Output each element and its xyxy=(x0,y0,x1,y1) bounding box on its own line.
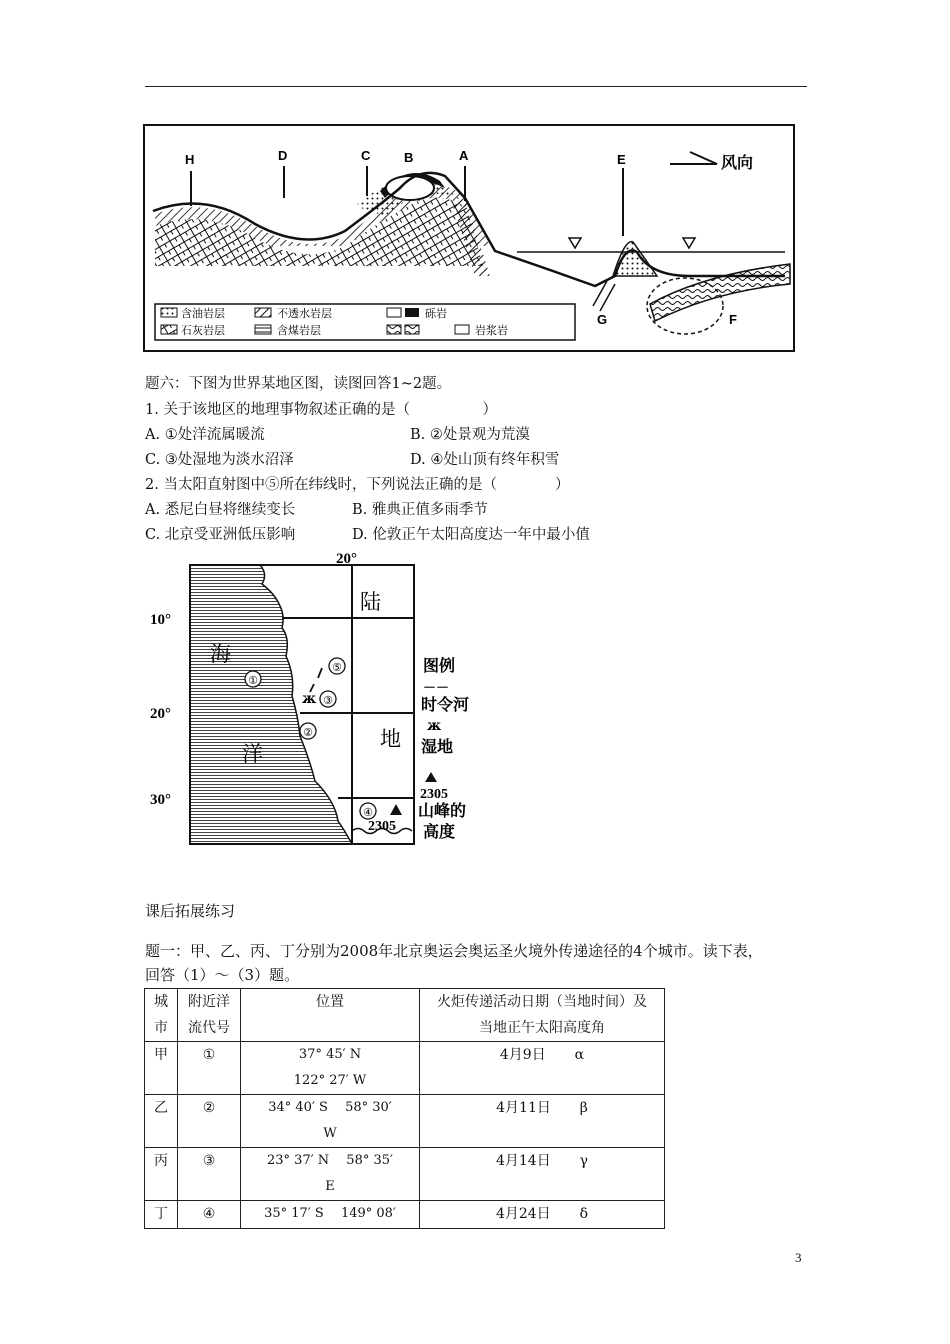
row-3-location-line1: 23° 37′ N 58° 35′ xyxy=(267,1153,393,1168)
header-current-line1: 附近洋 xyxy=(188,994,230,1010)
row-2-location-line1: 34° 40′ S 58° 30′ xyxy=(268,1100,392,1115)
map-ocean-char-2: 洋 xyxy=(242,742,263,766)
geo-label-d: D xyxy=(278,148,288,163)
header-location-text: 位置 xyxy=(316,994,344,1010)
geo-label-e: E xyxy=(617,152,626,167)
map-legend-seasonal-river: 时令河 xyxy=(421,695,470,714)
row-1-date xyxy=(420,1042,665,1095)
wind-direction-label: 风向 xyxy=(721,153,754,172)
torch-relay-table xyxy=(144,988,665,1229)
header-rule xyxy=(145,86,807,87)
question6-q2-option-c: C. 北京受亚洲低压影响 xyxy=(145,527,296,543)
row-1-angle: α xyxy=(574,1047,585,1063)
row-2-date-text: 4月11日 xyxy=(496,1100,551,1116)
row-4-date-text: 4月24日 xyxy=(495,1206,551,1222)
question6-q2-option-b: B. 雅典正值多雨季节 xyxy=(352,502,488,518)
row-2-location xyxy=(241,1095,420,1148)
row-2-city: 乙 xyxy=(145,1095,178,1148)
row-2-date xyxy=(420,1095,665,1148)
table-row xyxy=(145,1201,665,1229)
row-3-location xyxy=(241,1148,420,1201)
map-legend-peak-value: 2305 xyxy=(420,787,448,802)
header-torch-date xyxy=(420,989,665,1042)
question6-q2-option-a: A. 悉尼白昼将继续变长 xyxy=(145,502,296,518)
geo-label-f: F xyxy=(729,312,737,327)
map-marker-2: ② xyxy=(303,726,313,739)
header-current-code xyxy=(178,989,241,1042)
geology-cross-section-figure xyxy=(143,124,795,352)
map-legend-peak-line1: 山峰的 xyxy=(418,801,467,820)
map-marker-4: ④ xyxy=(363,806,373,819)
question6-q2-stem: 2. 当太阳直射图中⑤所在纬线时，下列说法正确的是（ ） xyxy=(145,477,570,493)
question1-line1: 题一：甲、乙、丙、丁分别为2008年北京奥运会奥运圣火境外传递途径的4个城市。读下表， xyxy=(145,942,763,960)
row-3-code: ③ xyxy=(178,1148,241,1201)
row-1-location xyxy=(241,1042,420,1095)
row-1-location-line2: 122° 27′ W xyxy=(293,1073,367,1088)
question6-q1-option-d: D. ④处山顶有终年积雪 xyxy=(410,452,560,468)
legend-oil-layer: 含油岩层 xyxy=(181,307,225,320)
row-2-location-line2: W xyxy=(323,1126,337,1141)
row-4-code: ④ xyxy=(178,1201,241,1229)
row-3-location-line2: E xyxy=(325,1179,335,1194)
row-1-date-text: 4月9日 xyxy=(499,1047,546,1063)
row-4-angle: δ xyxy=(579,1206,589,1222)
row-2-angle: β xyxy=(579,1100,588,1116)
question1-line2: 回答（1）～（3）题。 xyxy=(145,966,300,984)
legend-magmatic-rock: 岩浆岩 xyxy=(475,324,508,337)
region-map-figure xyxy=(140,546,500,846)
question6-q2-option-d: D. 伦敦正午太阳高度达一年中最小值 xyxy=(352,527,590,543)
geo-label-b: B xyxy=(404,150,414,165)
map-marker-3: ③ xyxy=(323,694,333,707)
table-row xyxy=(145,1095,665,1148)
table-row xyxy=(145,1042,665,1095)
geology-cross-section-svg xyxy=(145,126,793,350)
map-legend-river-symbol: －－ xyxy=(423,681,450,696)
map-lat-label-30: 30° xyxy=(150,792,171,808)
row-1-location-line1: 37° 45′ N xyxy=(298,1047,362,1062)
question6-q1-option-b: B. ②处景观为荒漠 xyxy=(410,427,530,443)
question6-intro: 题六：下图为世界某地区图，读图回答1~2题。 xyxy=(145,376,452,392)
header-torch-line2: 当地正午太阳高度角 xyxy=(479,1020,605,1036)
header-city-line2: 市 xyxy=(154,1020,168,1036)
question6-q1-option-a: A. ①处洋流属暖流 xyxy=(145,427,265,443)
table-row xyxy=(145,1148,665,1201)
legend-coal-layer: 含煤岩层 xyxy=(277,324,321,337)
map-legend-peak-line2: 高度 xyxy=(423,822,456,841)
map-lon-label: 20° xyxy=(336,551,357,567)
legend-impermeable-layer: 不透水岩层 xyxy=(277,307,332,320)
map-legend-wetland: 湿地 xyxy=(421,737,454,756)
map-land-char-1: 陆 xyxy=(360,590,381,614)
row-4-location-line1: 35° 17′ S 149° 08′ xyxy=(264,1206,396,1221)
row-3-date-text: 4月14日 xyxy=(495,1153,551,1169)
page-number: 3 xyxy=(795,1250,802,1265)
map-lat-label-20: 20° xyxy=(150,706,171,722)
map-land-char-2: 地 xyxy=(380,727,401,751)
row-3-date xyxy=(420,1148,665,1201)
map-lat-label-10: 10° xyxy=(150,612,171,628)
header-torch-line1: 火炬传递活动日期（当地时间）及 xyxy=(437,994,647,1010)
header-city-line1: 城 xyxy=(154,994,168,1010)
header-location xyxy=(241,989,420,1042)
row-1-code: ① xyxy=(178,1042,241,1095)
row-3-angle: γ xyxy=(579,1153,588,1169)
map-sea-char-1: 海 xyxy=(210,642,231,666)
header-current-line2: 流代号 xyxy=(188,1020,230,1036)
table-header-row xyxy=(145,989,665,1042)
geo-label-g: G xyxy=(597,312,608,327)
header-city xyxy=(145,989,178,1042)
geo-label-a: A xyxy=(459,148,469,163)
legend-conglomerate: 砾岩 xyxy=(425,307,447,320)
map-peak-value: 2305 xyxy=(368,819,396,834)
section-title: 课后拓展练习 xyxy=(145,902,236,920)
geo-label-h: H xyxy=(185,152,195,167)
map-marker-5: ⑤ xyxy=(332,661,342,674)
row-4-city: 丁 xyxy=(145,1201,178,1229)
region-map-svg xyxy=(140,546,500,846)
geo-label-c: C xyxy=(361,148,371,163)
row-4-location xyxy=(241,1201,420,1229)
question6-q1-stem: 1. 关于该地区的地理事物叙述正确的是（ ） xyxy=(145,402,497,418)
row-4-date xyxy=(420,1201,665,1229)
map-marker-1: ① xyxy=(248,674,258,687)
map-wetland-symbol: ж xyxy=(302,691,317,707)
map-legend-title: 图例 xyxy=(423,656,456,675)
question6-q1-option-c: C. ③处湿地为淡水沼泽 xyxy=(145,452,294,468)
row-3-city: 丙 xyxy=(145,1148,178,1201)
row-1-city: 甲 xyxy=(145,1042,178,1095)
legend-limestone: 石灰岩层 xyxy=(181,324,225,337)
map-legend-wetland-symbol: ж xyxy=(427,718,442,734)
row-2-code: ② xyxy=(178,1095,241,1148)
